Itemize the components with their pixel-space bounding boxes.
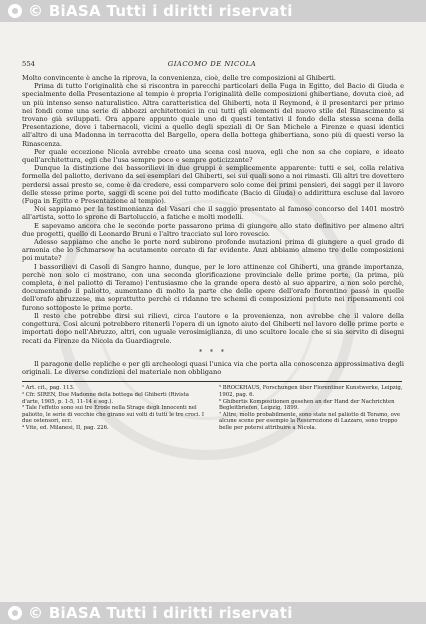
paragraph: Noi sappiamo per la testimonianza del Vasari che il saggio presentato al famoso concorso del 1401 mostrò all'artista, sotto lo sprone di Bartoluccio, a fatiche e molti modelli. <box>22 205 404 222</box>
paragraph: Per quale eccezione Nicola avrebbe creato una scena così nuova, egli che non sa che copiare, e ideato quell'architettura, egli che l'usa sempre poco e sempre goticizzante? <box>22 147 404 165</box>
paragraph: Il resto che potrebbe dirsi sui rilievi, circa l'autore e la provenienza, non avrebbe che il valore della congettura. Così alcuni potrebbero ritenerli l'opera di un ignoto aiuto del Ghiberti nel lavoro delle prime porte e importati dopo nell'Abruzzo, altri, con uguale verosimiglianza, di uno scultore locale che si sia servito di disegni recati da Firenze da Nicola da Guardiagrele. <box>22 311 404 345</box>
footnotes-left-column <box>22 385 207 431</box>
paragraph: Dunque la distinzione dei bassorilievi in due gruppi è semplicemente apparente: tutti e sei, colla relativa formella del paliotto, derivano da sei esemplari del Ghiberti, sei sui quali sono a noi rimasti. Gli altri tre dovettero perdersi assai presto se, come è da credere, essi comparvero solo come dei primi pensieri, dei saggi per il lavoro delle stesse prime porte, saggi di scene poi del tutto modificate (Bacio di Giuda) o addirittura escluse dal lavoro (Fuga in Egitto e Presentazione al tempio). <box>22 164 404 206</box>
footnotes-right-column <box>219 385 404 431</box>
paragraph: I bassorilievi di Casoli di Sangro hanno, dunque, per le loro attinenze col Ghiberti, una grande importanza, perchè non solo ci mostrano, con una seconda glorificazione provinciale delle prime porte, (la prima, più completa, è nel paliotto di Teramo) l'entusiasmo che la grande opera destò al suo apparire, a non solo perchè, documentando il paliotto, aumentano di molto la parte che delle opere dell'orafo fiorentino passò in quelle dell'orafo abruzzese, ma soprattutto perchè ci ridanno tre schemi di composizioni perdute nei ripensamenti coi furono sottoposte le prime porte. <box>22 262 404 312</box>
paragraph: E sapevamo ancora che le seconde porte passarono prima di giungere allo stato definitivo per almeno altri due progetti, quello di Leonardo Bruni e l'altro tracciato sul loro rovescio. <box>22 221 404 238</box>
footnote: ⁶ Ghibertis Kompositionen gesehen an der Hand der Nachrichten Begleitbriefen, Leipzig, 1899. <box>219 398 395 412</box>
page-number: 554 <box>22 60 35 68</box>
closing-paragraph: Il paragone delle repliche e per gli archeologi quasi l'unica via che porta alla conoscenza approssimativa degli originali. Le diverse condizioni del materiale non obbligano <box>22 359 405 377</box>
paragraph: Prima di tutto l'originalità che si riscontra in parecchi particolari della Fuga in Egitto, del Bacio di Giuda e specialmente della Presentazione al tempio è propria l'originalità delle composizioni ghibertiane, dovuta cioè, ad un più intenso senso naturalistico. Altra caratteristica del Ghiberti, nota il Reymond, è il presentarci per primo nei fondi come una serie di abbozzi architettonici in cui tutti gli elementi del nuovo stile del Rinascimento si trovano già sviluppati. Ora appare appunto quale uno di questi tentativi il fondo della stessa scena della Presentazione, dove i tabernacoli, vicini a quello degli speziali di Or San Michele a Firenze e quasi identici all'altro di una Madonna in terracotta del Bargello, opera della bottega ghibertiana, sono più di questi verso la Rinascenza. <box>22 82 404 148</box>
footnote: ³ Tale l'effetto sono sui tre Erode nella Strage degli Innocenti nel paliotto, le serie di vecchie che girano sui volti di tutti le tre croci. I due ostensori, ecc. <box>22 405 204 425</box>
footnotes <box>22 385 404 431</box>
footnote: ⁴ Vite, ed. Milanesi, II, pag. 226. <box>22 424 109 431</box>
watermark-text-bottom: © BiASA Tutti i diritti riservati <box>28 604 293 622</box>
watermark-text-top: © BiASA Tutti i diritti riservati <box>28 2 293 20</box>
biasa-logo-icon <box>8 606 22 620</box>
footnote: ² Cfr. SIREN, Due Madonne della bottega del Ghiberti (Rivista d'arte, 1905, p. 1-5, 11-14 e seg.). <box>22 391 189 405</box>
footnote: ⁷ Altre, molto probabilmente, sono state nel paliotto di Teramo, ove alcune scene per esempio la Resurrezione di Lazzaro, sono troppo belle per potersi attribuire a Nicola. <box>219 411 400 431</box>
watermark-banner-bottom <box>0 602 426 624</box>
footnote: ⁵ BROCKHAUS, Forschungen über Florentiner Kunstwerke, Leipzig, 1902, pag. 6. <box>219 385 403 398</box>
footnote: ¹ Art. cit., pag. 113. <box>22 385 75 392</box>
section-separator: * * * <box>199 348 227 356</box>
footnote-rule <box>22 381 402 382</box>
paragraph: Adesso sappiamo che anche le porte nord subirono profonde mutazioni prima di giungere a quel grado di armonia che lo Schmarsow ha acutamente cercato di far evidente. Anzi abbiamo almeno tre delle composizioni poi mutate? <box>22 238 404 263</box>
biasa-logo-icon <box>8 4 22 18</box>
page-header <box>22 60 402 70</box>
running-head: GIACOMO DE NICOLA <box>167 60 257 68</box>
watermark-banner-top <box>0 0 426 22</box>
article-body <box>22 72 404 431</box>
paragraph: Molto convincente è anche la riprova, la convenienza, cioè, delle tre composizioni al Ghiberti. <box>22 74 336 82</box>
